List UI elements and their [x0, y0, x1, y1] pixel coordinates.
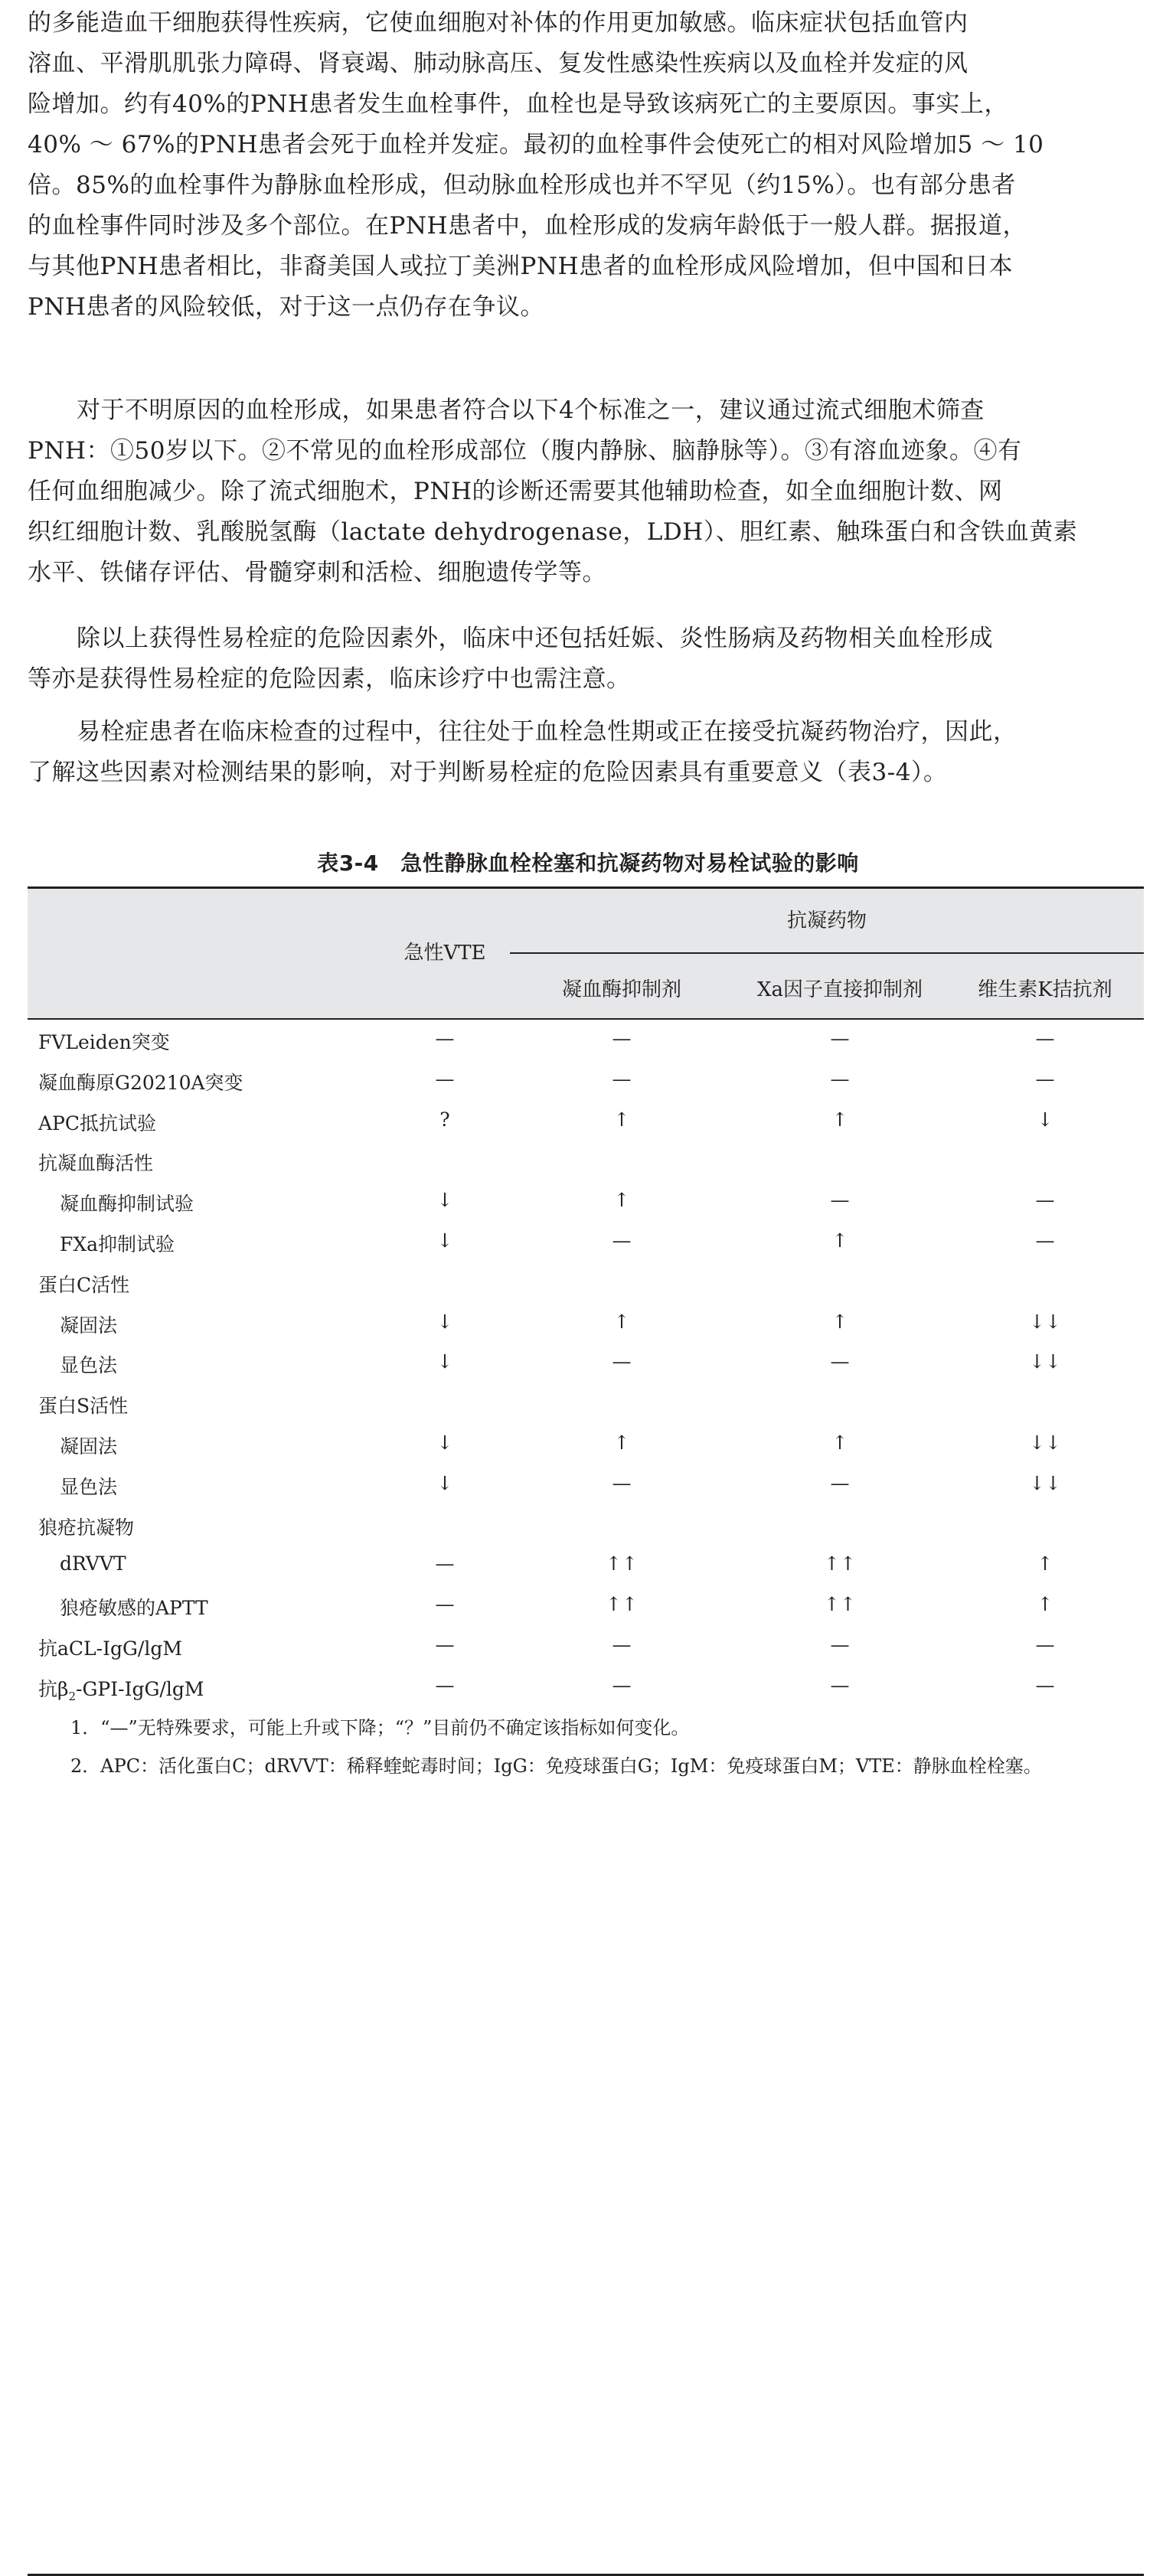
- cell-acute-vte: —: [435, 1673, 455, 1696]
- row-label: 显色法: [60, 1354, 118, 1377]
- text-line: 倍。85%的血栓事件为静脉血栓形成，但动脉血栓形成也并不罕见（约15%）。也有部分患者: [28, 171, 1016, 199]
- cell-thrombin-inhibitor: —: [612, 1633, 632, 1656]
- row-label: 凝固法: [60, 1435, 118, 1458]
- cell-xa-inhibitor: —: [830, 1471, 850, 1494]
- paragraph-screening: [28, 390, 1145, 593]
- row-label: 凝固法: [60, 1314, 118, 1337]
- cell-acute-vte: —: [435, 1633, 455, 1656]
- cell-thrombin-inhibitor: —: [612, 1027, 632, 1050]
- text-line: 任何血细胞减少。除了流式细胞术，PNH的诊断还需要其他辅助检查，如全血细胞计数、网: [28, 478, 1003, 505]
- cell-xa-inhibitor: ↑↑: [824, 1552, 856, 1575]
- table-row: [28, 1505, 1144, 1546]
- table-row: [28, 1383, 1144, 1424]
- table-row: [28, 1303, 1144, 1344]
- row-label: 狼疮抗凝物: [38, 1516, 135, 1539]
- cell-vitamin-k-antagonist: ↓↓: [1029, 1471, 1061, 1494]
- table-note: 2．APC：活化蛋白C；dRVVT：稀释蝰蛇毒时间；IgG：免疫球蛋白G；IgM：免疫球蛋白M；VTE：静脉血栓栓塞。: [70, 1755, 1042, 1777]
- cell-vitamin-k-antagonist: ↓: [1037, 1108, 1054, 1131]
- cell-xa-inhibitor: ↑↑: [824, 1593, 856, 1616]
- row-label: [38, 1674, 204, 1703]
- header-anticoagulants: 抗凝药物: [786, 909, 867, 932]
- cell-thrombin-inhibitor: —: [612, 1673, 632, 1696]
- row-label: 抗aCL-IgG/lgM: [38, 1637, 182, 1660]
- table-notes: [70, 1709, 1042, 1785]
- row-label-subscript: 2: [68, 1689, 77, 1703]
- cell-acute-vte: —: [435, 1027, 455, 1050]
- row-label: FⅤLeiden突变: [38, 1031, 170, 1053]
- text-line: 易栓症患者在临床检查的过程中，往往处于血栓急性期或正在接受抗凝药物治疗，因此，: [77, 718, 1018, 746]
- row-label: 凝血酶原G20210A突变: [38, 1071, 243, 1094]
- header-thrombin-inhibitor: 凝血酶抑制剂: [561, 978, 681, 1001]
- cell-xa-inhibitor: —: [830, 1633, 850, 1656]
- row-label: 蛋白S活性: [38, 1395, 129, 1418]
- cell-thrombin-inhibitor: —: [612, 1229, 632, 1252]
- table-row: [28, 1343, 1144, 1383]
- cell-thrombin-inhibitor: ↑↑: [606, 1593, 638, 1616]
- table-row: [28, 1101, 1144, 1141]
- cell-vitamin-k-antagonist: ↑: [1037, 1552, 1054, 1575]
- table-row: [28, 1626, 1144, 1667]
- row-label: FⅩa抑制试验: [60, 1232, 175, 1255]
- cell-thrombin-inhibitor: ↑: [613, 1310, 630, 1333]
- table-row: [28, 1545, 1144, 1585]
- cell-thrombin-inhibitor: ↑↑: [606, 1552, 638, 1575]
- text-line: PNH：①50岁以下。②不常见的血栓形成部位（腹内静脉、脑静脉等）。③有溶血迹象。④有: [28, 437, 1022, 465]
- text-line: 织红细胞计数、乳酸脱氢酶（lactate dehydrogenase，LDH）、胆红素、触珠蛋白和含铁血黄素: [28, 518, 1078, 546]
- cell-thrombin-inhibitor: —: [612, 1350, 632, 1373]
- cell-acute-vte: ↓: [436, 1471, 453, 1494]
- table-row: [28, 1424, 1144, 1464]
- cell-acute-vte: —: [435, 1593, 455, 1616]
- cell-xa-inhibitor: ↑: [831, 1108, 848, 1131]
- table-row: [28, 1262, 1144, 1303]
- text-line: 的多能造血干细胞获得性疾病，它使血细胞对补体的作用更加敏感。临床症状包括血管内: [28, 9, 969, 37]
- cell-thrombin-inhibitor: —: [612, 1471, 632, 1494]
- table-note: 1．“—”无特殊要求，可能上升或下降；“？”目前仍不确定该指标如何变化。: [70, 1717, 690, 1739]
- cell-vitamin-k-antagonist: —: [1035, 1027, 1055, 1050]
- cell-acute-vte: ↓: [436, 1229, 453, 1252]
- cell-xa-inhibitor: —: [830, 1189, 850, 1212]
- cell-thrombin-inhibitor: ↑: [613, 1189, 630, 1212]
- cell-acute-vte: ↓: [436, 1431, 453, 1454]
- cell-xa-inhibitor: —: [830, 1027, 850, 1050]
- cell-thrombin-inhibitor: ↑: [613, 1431, 630, 1454]
- cell-vitamin-k-antagonist: —: [1035, 1633, 1055, 1656]
- row-label: 蛋白C活性: [38, 1273, 130, 1296]
- header-acute-vte: 急性VTE: [403, 942, 486, 965]
- row-label: 抗凝血酶活性: [38, 1152, 154, 1175]
- paragraph-risk-factors: [28, 619, 1145, 700]
- cell-acute-vte: ?: [439, 1108, 450, 1131]
- cell-xa-inhibitor: ↑: [831, 1310, 848, 1333]
- text-line: 溶血、平滑肌肌张力障碍、肾衰竭、肺动脉高压、复发性感染性疾病以及血栓并发症的风: [28, 50, 969, 77]
- text-line: 除以上获得性易栓症的危险因素外，临床中还包括妊娠、炎性肠病及药物相关血栓形成: [77, 625, 993, 652]
- cell-xa-inhibitor: ↑: [831, 1431, 848, 1454]
- cell-xa-inhibitor: —: [830, 1673, 850, 1696]
- table-body: [28, 1020, 1144, 1707]
- row-label: 凝血酶抑制试验: [60, 1193, 194, 1216]
- text-line: 水平、铁储存评估、骨髓穿刺和活检、细胞遗传学等。: [28, 559, 606, 586]
- paragraph-test-effects: [28, 712, 1145, 793]
- row-label: APC抵抗试验: [38, 1112, 157, 1135]
- cell-acute-vte: ↓: [436, 1350, 453, 1373]
- cell-xa-inhibitor: ↑: [831, 1229, 848, 1252]
- table-row: [28, 1020, 1144, 1060]
- row-label: dRVVT: [60, 1552, 126, 1575]
- row-label: 狼疮敏感的APTT: [60, 1597, 208, 1620]
- table-row: [28, 1222, 1144, 1262]
- table-row: [28, 1585, 1144, 1626]
- text-line: 40% ～ 67%的PNH患者会死于血栓并发症。最初的血栓事件会使死亡的相对风险增加5 ～ 10: [28, 131, 1044, 158]
- cell-vitamin-k-antagonist: —: [1035, 1229, 1055, 1252]
- cell-xa-inhibitor: —: [830, 1350, 850, 1373]
- cell-vitamin-k-antagonist: ↓↓: [1029, 1350, 1061, 1373]
- paragraph-pnh: [28, 3, 1145, 328]
- text-line: 的血栓事件同时涉及多个部位。在PNH患者中，血栓形成的发病年龄低于一般人群。据报道，: [28, 212, 1027, 240]
- cell-acute-vte: ↓: [436, 1310, 453, 1333]
- text-line: 险增加。约有40%的PNH患者发生血栓事件，血栓也是导致该病死亡的主要原因。事实上，: [28, 90, 1008, 118]
- text-line: 了解这些因素对检测结果的影响，对于判断易栓症的危险因素具有重要意义（表3-4）。: [28, 759, 948, 786]
- header-xa-inhibitor: Ⅹa因子直接抑制剂: [756, 978, 923, 1001]
- cell-xa-inhibitor: —: [830, 1067, 850, 1090]
- row-label: 显色法: [60, 1475, 118, 1498]
- table-row: [28, 1060, 1144, 1101]
- cell-thrombin-inhibitor: ↑: [613, 1108, 630, 1131]
- table-row: [28, 1464, 1144, 1505]
- cell-acute-vte: —: [435, 1067, 455, 1090]
- table-top-rule: [28, 886, 1144, 889]
- cell-vitamin-k-antagonist: ↓↓: [1029, 1431, 1061, 1454]
- header-vitamin-k-antagonist: 维生素K拮抗剂: [978, 978, 1112, 1001]
- text-line: 与其他PNH患者相比，非裔美国人或拉丁美洲PNH患者的血栓形成风险增加，但中国和日本: [28, 253, 1014, 280]
- cell-acute-vte: ↓: [436, 1189, 453, 1212]
- table-row: [28, 1181, 1144, 1222]
- table-row: [28, 1667, 1144, 1707]
- table-sub-rule: [510, 952, 1144, 954]
- cell-vitamin-k-antagonist: —: [1035, 1067, 1055, 1090]
- cell-vitamin-k-antagonist: ↑: [1037, 1593, 1054, 1616]
- table-row: [28, 1141, 1144, 1181]
- row-label-part: 抗β: [38, 1677, 69, 1700]
- cell-thrombin-inhibitor: —: [612, 1067, 632, 1090]
- row-label-part: -GPⅠ-IgG/lgM: [76, 1677, 204, 1700]
- cell-vitamin-k-antagonist: —: [1035, 1189, 1055, 1212]
- text-line: 对于不明原因的血栓形成，如果患者符合以下4个标准之一，建议通过流式细胞术筛查: [77, 397, 985, 424]
- text-line: PNH患者的风险较低，对于这一点仍存在争议。: [28, 293, 545, 321]
- cell-vitamin-k-antagonist: —: [1035, 1673, 1055, 1696]
- text-line: 等亦是获得性易栓症的危险因素，临床诊疗中也需注意。: [28, 665, 631, 693]
- cell-acute-vte: —: [435, 1552, 455, 1575]
- table-caption: 表3-4 急性静脉血栓栓塞和抗凝药物对易栓试验的影响: [317, 851, 859, 876]
- cell-vitamin-k-antagonist: ↓↓: [1029, 1310, 1061, 1333]
